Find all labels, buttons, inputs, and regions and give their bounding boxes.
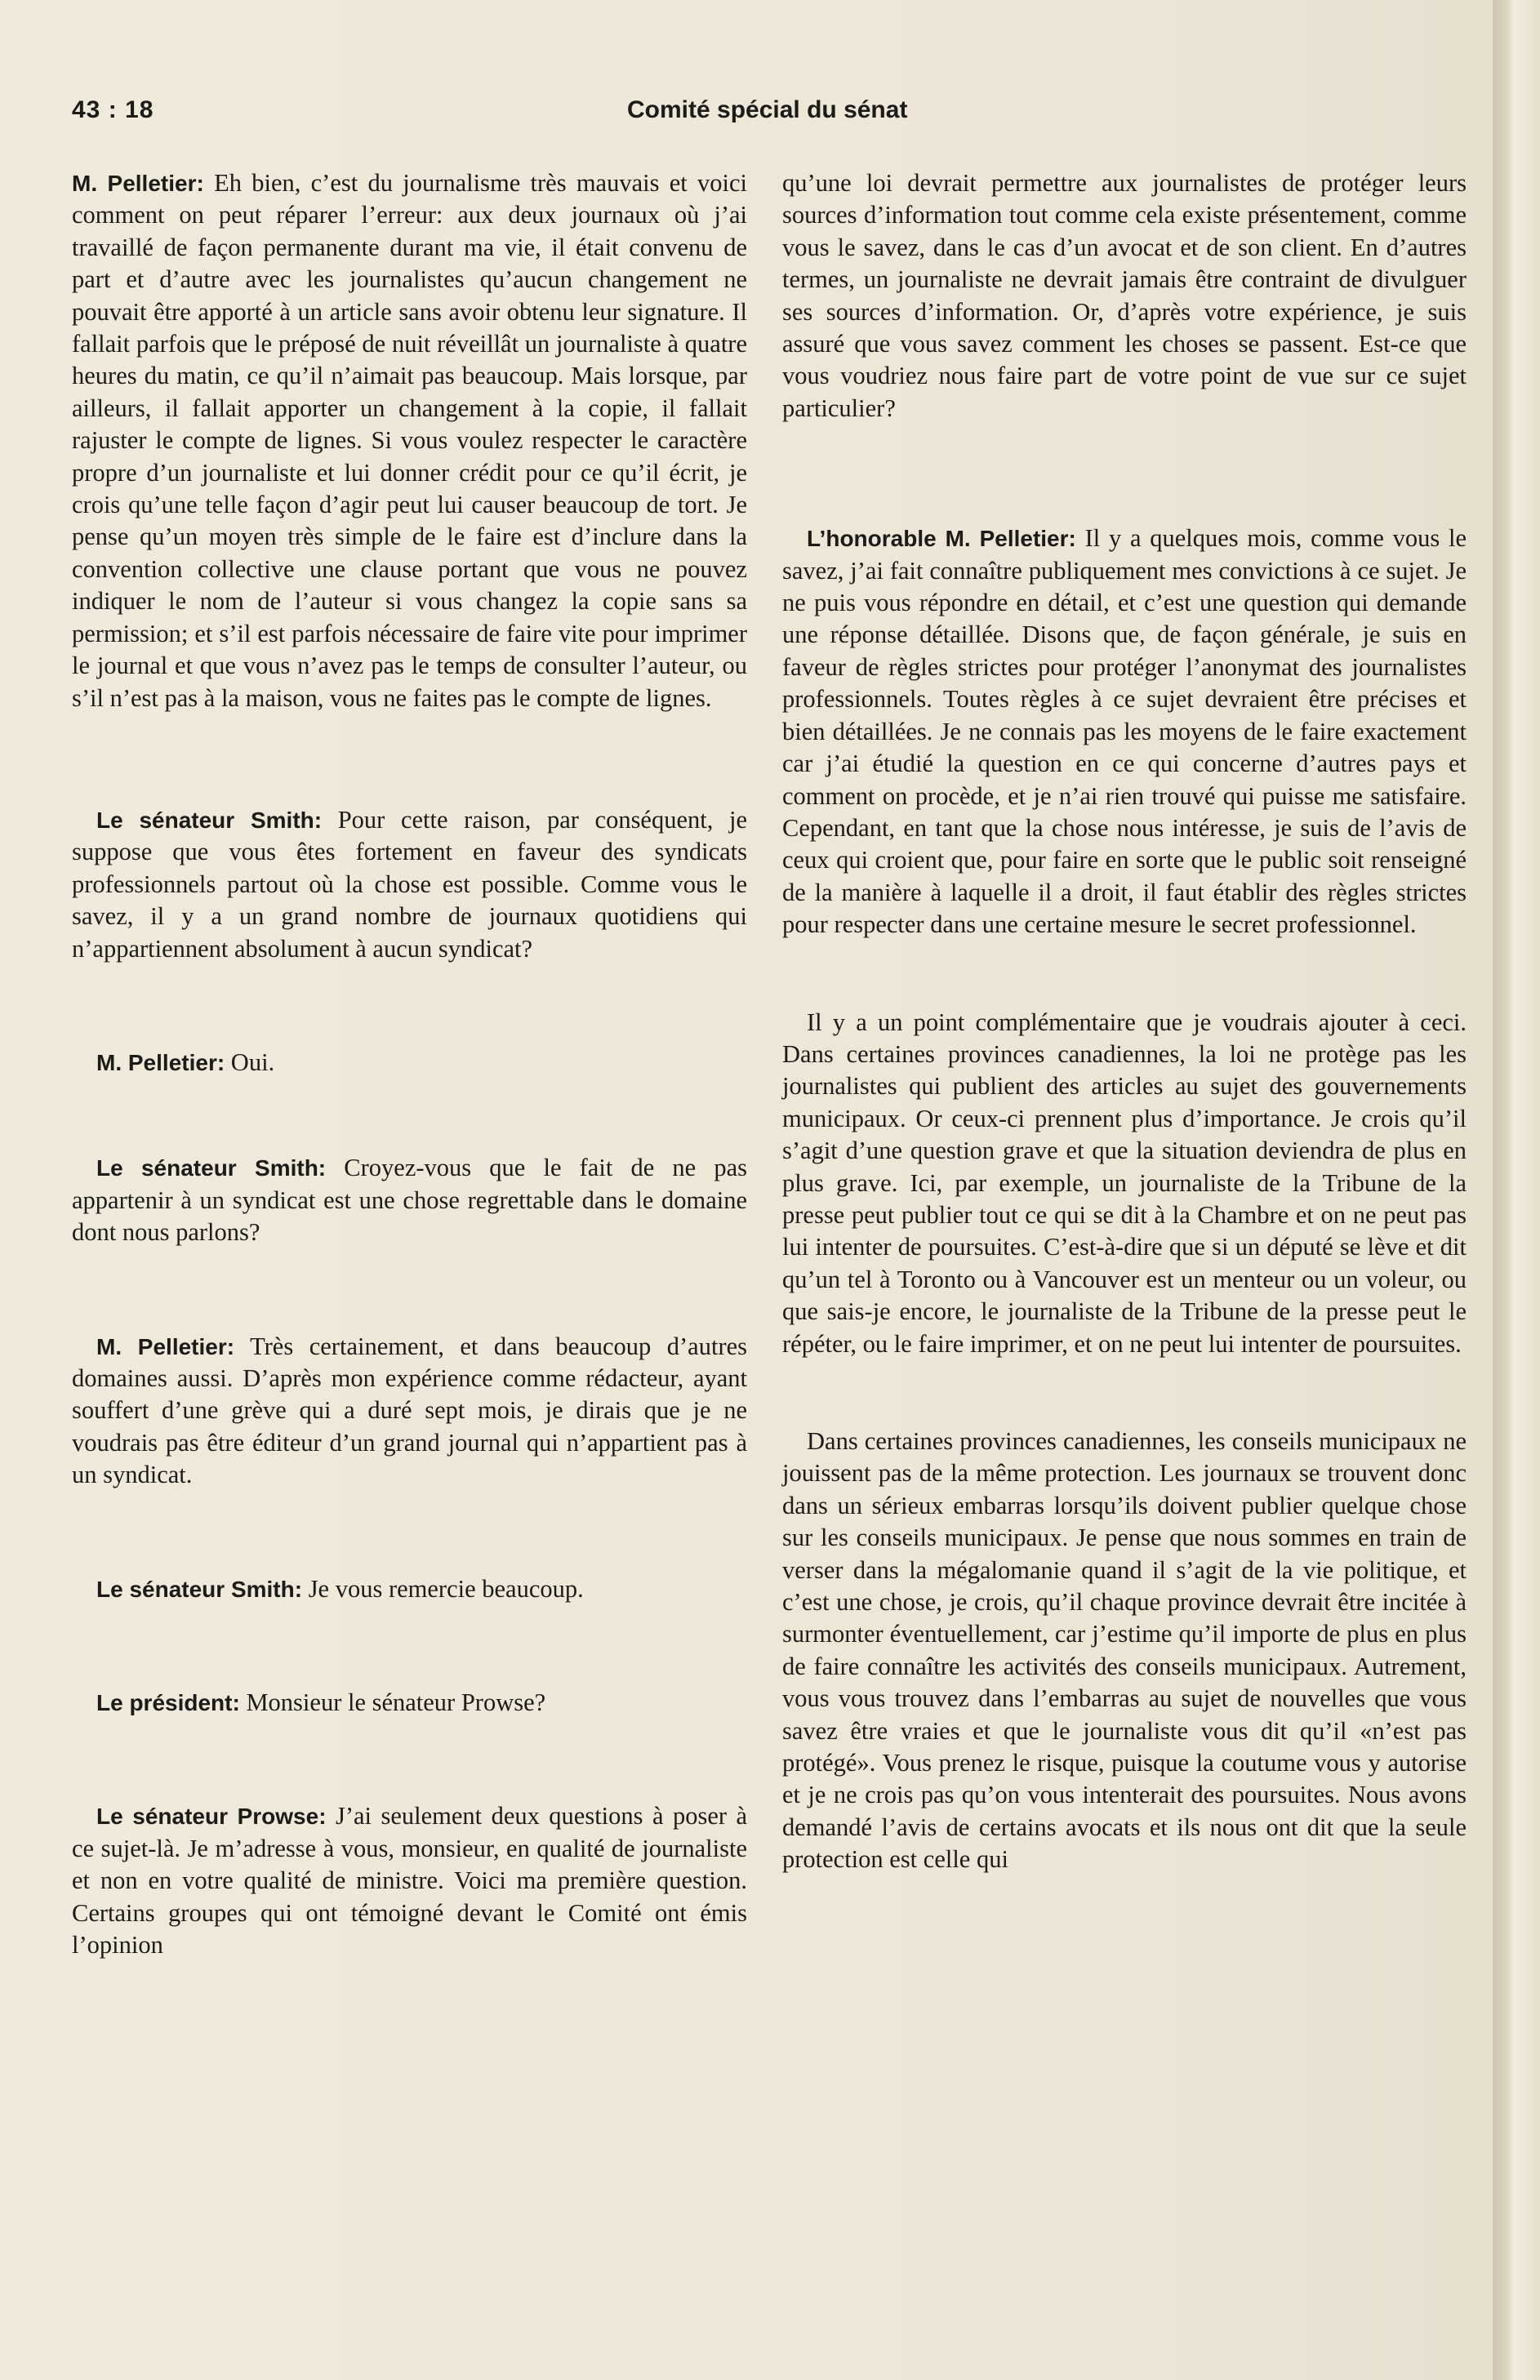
paragraph-text: qu’une loi devrait permettre aux journalistes de protéger leurs sources d’information tout comme cela existe présentement, comme vous le savez, dans le cas d’un avocat et de son client. En d’autres termes, un journaliste ne devrait jamais être contraint de divulguer ses sources d’information. Or, d’après votre expérience, je suis assuré que vous savez comment les choses se passent. Est-ce que vous voudriez nous faire part de votre point de vue sur ce sujet particulier? bbox=[782, 169, 1467, 422]
speaker-name: Le président: bbox=[96, 1690, 240, 1715]
paragraph-text: Pour cette raison, par conséquent, je suppose que vous êtes fortement en faveur des syndicats professionnels partout où la chose est possible. Comme vous le savez, il y a un grand nombre de journaux quotidiens qui n’appartiennent absolument à aucun syndicat? bbox=[72, 805, 748, 963]
paragraph bbox=[72, 1152, 747, 1248]
right-column bbox=[782, 167, 1467, 1876]
paragraph-gap bbox=[72, 1079, 747, 1152]
paragraph bbox=[782, 523, 1467, 941]
paragraph bbox=[72, 804, 747, 965]
paragraph-text: Monsieur le sénateur Prowse? bbox=[246, 1688, 546, 1716]
paragraph-gap bbox=[72, 714, 747, 804]
paragraph-text: Il y a quelques mois, comme vous le savez, j’ai fait connaître publiquement mes convictions à ce sujet. Je ne puis vous répondre en détail, et c’est une question qui demande une réponse détaillée. Disons que, de façon générale, je suis en faveur de règles strictes pour protéger l’anonymat des journalistes professionnels. Toutes règles à ce sujet devraient être précises et bien détaillées. Je ne connais pas les moyens de le faire exactement car j’ai étudié la question en ce qui concerne d’autres pays et comment on procède, et je n’ai rien trouvé qui puisse me satisfaire. Cependant, en tant que la chose nous intéresse, je suis de l’avis de ceux qui croient que, pour faire en sorte que le public soit renseigné de la manière à laquelle il a droit, il faut établir des règles strictes pour respecter dans une certaine mesure le secret professionnel. bbox=[782, 524, 1467, 939]
paragraph bbox=[72, 1331, 747, 1492]
book-gutter-shadow bbox=[1493, 0, 1540, 2380]
speaker-name: M. Pelletier: bbox=[96, 1049, 225, 1075]
paragraph-gap bbox=[72, 1605, 747, 1687]
paragraph-gap bbox=[782, 1360, 1467, 1426]
page-header bbox=[72, 96, 1460, 137]
speaker-name: Le sénateur Smith: bbox=[96, 1576, 303, 1602]
paragraph bbox=[782, 1426, 1467, 1876]
speaker-name: Le sénateur Smith: bbox=[96, 1155, 327, 1181]
paragraph-text: Oui. bbox=[230, 1048, 275, 1076]
paragraph-text: J’ai seulement deux questions à poser à ce sujet-là. Je m’adresse à vous, monsieur, en qualité de journaliste et non en votre qualité de ministre. Voici ma première question. Certains groupes qui ont témoigné devant le Comité ont émis l’opinion bbox=[72, 1802, 748, 1960]
paragraph-gap bbox=[72, 1719, 747, 1800]
paragraph-gap bbox=[72, 1492, 747, 1573]
paragraph bbox=[72, 1573, 747, 1605]
paragraph bbox=[72, 1800, 747, 1961]
paragraph-gap bbox=[782, 425, 1467, 523]
speaker-name: M. Pelletier: bbox=[72, 171, 204, 196]
paragraph bbox=[782, 167, 1467, 425]
left-column bbox=[72, 167, 747, 1961]
paragraph bbox=[72, 1687, 747, 1719]
speaker-name: M. Pelletier: bbox=[96, 1333, 235, 1359]
page-number: 43 : 18 bbox=[72, 96, 154, 123]
paragraph bbox=[72, 1047, 747, 1079]
speaker-name: L’honorable M. Pelletier: bbox=[807, 526, 1076, 552]
paragraph-gap bbox=[72, 965, 747, 1047]
paragraph-text: Eh bien, c’est du journalisme très mauvais et voici comment on peut réparer l’erreur: aux deux journaux où j’ai travaillé de façon permanente durant ma vie, il était convenu de part et d’autre avec les journalistes qu’aucun changement ne pouvait être apporté à un article sans avoir obtenu leur signature. Il fallait parfois que le préposé de nuit réveillât un journaliste à quatre heures du matin, ce qu’il n’aimait pas beaucoup. Mais lorsque, par ailleurs, il fallait apporter un changement à la copie, il fallait rajuster le compte de lignes. Si vous voulez respecter le caractère propre d’un journaliste et lui donner crédit pour ce qu’il écrit, je crois qu’une telle façon d’agir peut lui causer beaucoup de tort. Je pense qu’un moyen très simple de le faire est d’inclure dans la convention collective une clause portant que vous ne pouvez indiquer le nom de l’auteur si vous changez la copie sans sa permission; et s’il est parfois nécessaire de faire vite pour imprimer le journal et que vous n’avez pas le temps de consulter l’auteur, ou s’il n’est pas à la maison, vous ne faites pas le compte de lignes. bbox=[72, 169, 748, 712]
speaker-name: Le sénateur Prowse: bbox=[96, 1804, 327, 1830]
paragraph-gap bbox=[72, 1249, 747, 1331]
paragraph bbox=[782, 1007, 1467, 1360]
paragraph bbox=[72, 167, 747, 714]
paragraph-text: Dans certaines provinces canadiennes, les conseils municipaux ne jouissent pas de la même protection. Les journaux se trouvent donc dans un sérieux embarras lorsqu’ils doivent publier quelque chose sur les conseils municipaux. Je pense que nous sommes en train de verser dans la mégalomanie quand il s’agit de la vie politique, et c’est une chose, je crois, qu’il chaque province devrait être incitée à surmonter éventuellement, car j’estime qu’il importe de plus en plus de faire connaître les activités des conseils municipaux. Autrement, vous vous trouvez dans l’embarras au sujet de nouvelles que vous savez être vraies et que le journaliste vous dit qu’il «n’est pas protégé». Vous prenez le risque, puisque la coutume vous y autorise et je ne crois pas qu’on vous intenterait des poursuites. Nous avons demandé l’avis de certains avocats et ils nous ont dit que la seule protection est celle qui bbox=[782, 1427, 1467, 1874]
paragraph-text: Très certainement, et dans beaucoup d’autres domaines aussi. D’après mon expérience comme rédacteur, ayant souffert d’une grève qui a duré sept mois, je dirais que je ne voudrais pas être éditeur d’un grand journal qui n’appartient pas à un syndicat. bbox=[72, 1332, 748, 1489]
paragraph-text: Il y a un point complémentaire que je voudrais ajouter à ceci. Dans certaines provinces canadiennes, la loi ne protège pas les journalistes qui publient des articles au sujet des gouvernements municipaux. Or ceux-ci prennent plus d’importance. Je crois qu’il s’agit d’une question grave et que la situation deviendra de plus en plus grave. Ici, par exemple, un journaliste de la Tribune de la presse peut publier tout ce qui se dit à la Chambre et on ne peut pas lui intenter de poursuites. C’est-à-dire que si un député se lève et dit qu’un tel à Toronto ou à Vancouver est un menteur ou un voleur, ou que sais-je encore, le journaliste de la Tribune de la presse peut le répéter, ou le faire imprimer, et on ne peut lui intenter de poursuites. bbox=[782, 1008, 1467, 1358]
speaker-name: Le sénateur Smith: bbox=[96, 807, 323, 833]
paragraph-text: Je vous remercie beaucoup. bbox=[308, 1574, 584, 1603]
paragraph-gap bbox=[782, 941, 1467, 1007]
running-title: Comité spécial du sénat bbox=[627, 96, 908, 123]
paragraph-text: Croyez-vous que le fait de ne pas appartenir à un syndicat est une chose regrettable dans le domaine dont nous parlons? bbox=[72, 1154, 747, 1247]
